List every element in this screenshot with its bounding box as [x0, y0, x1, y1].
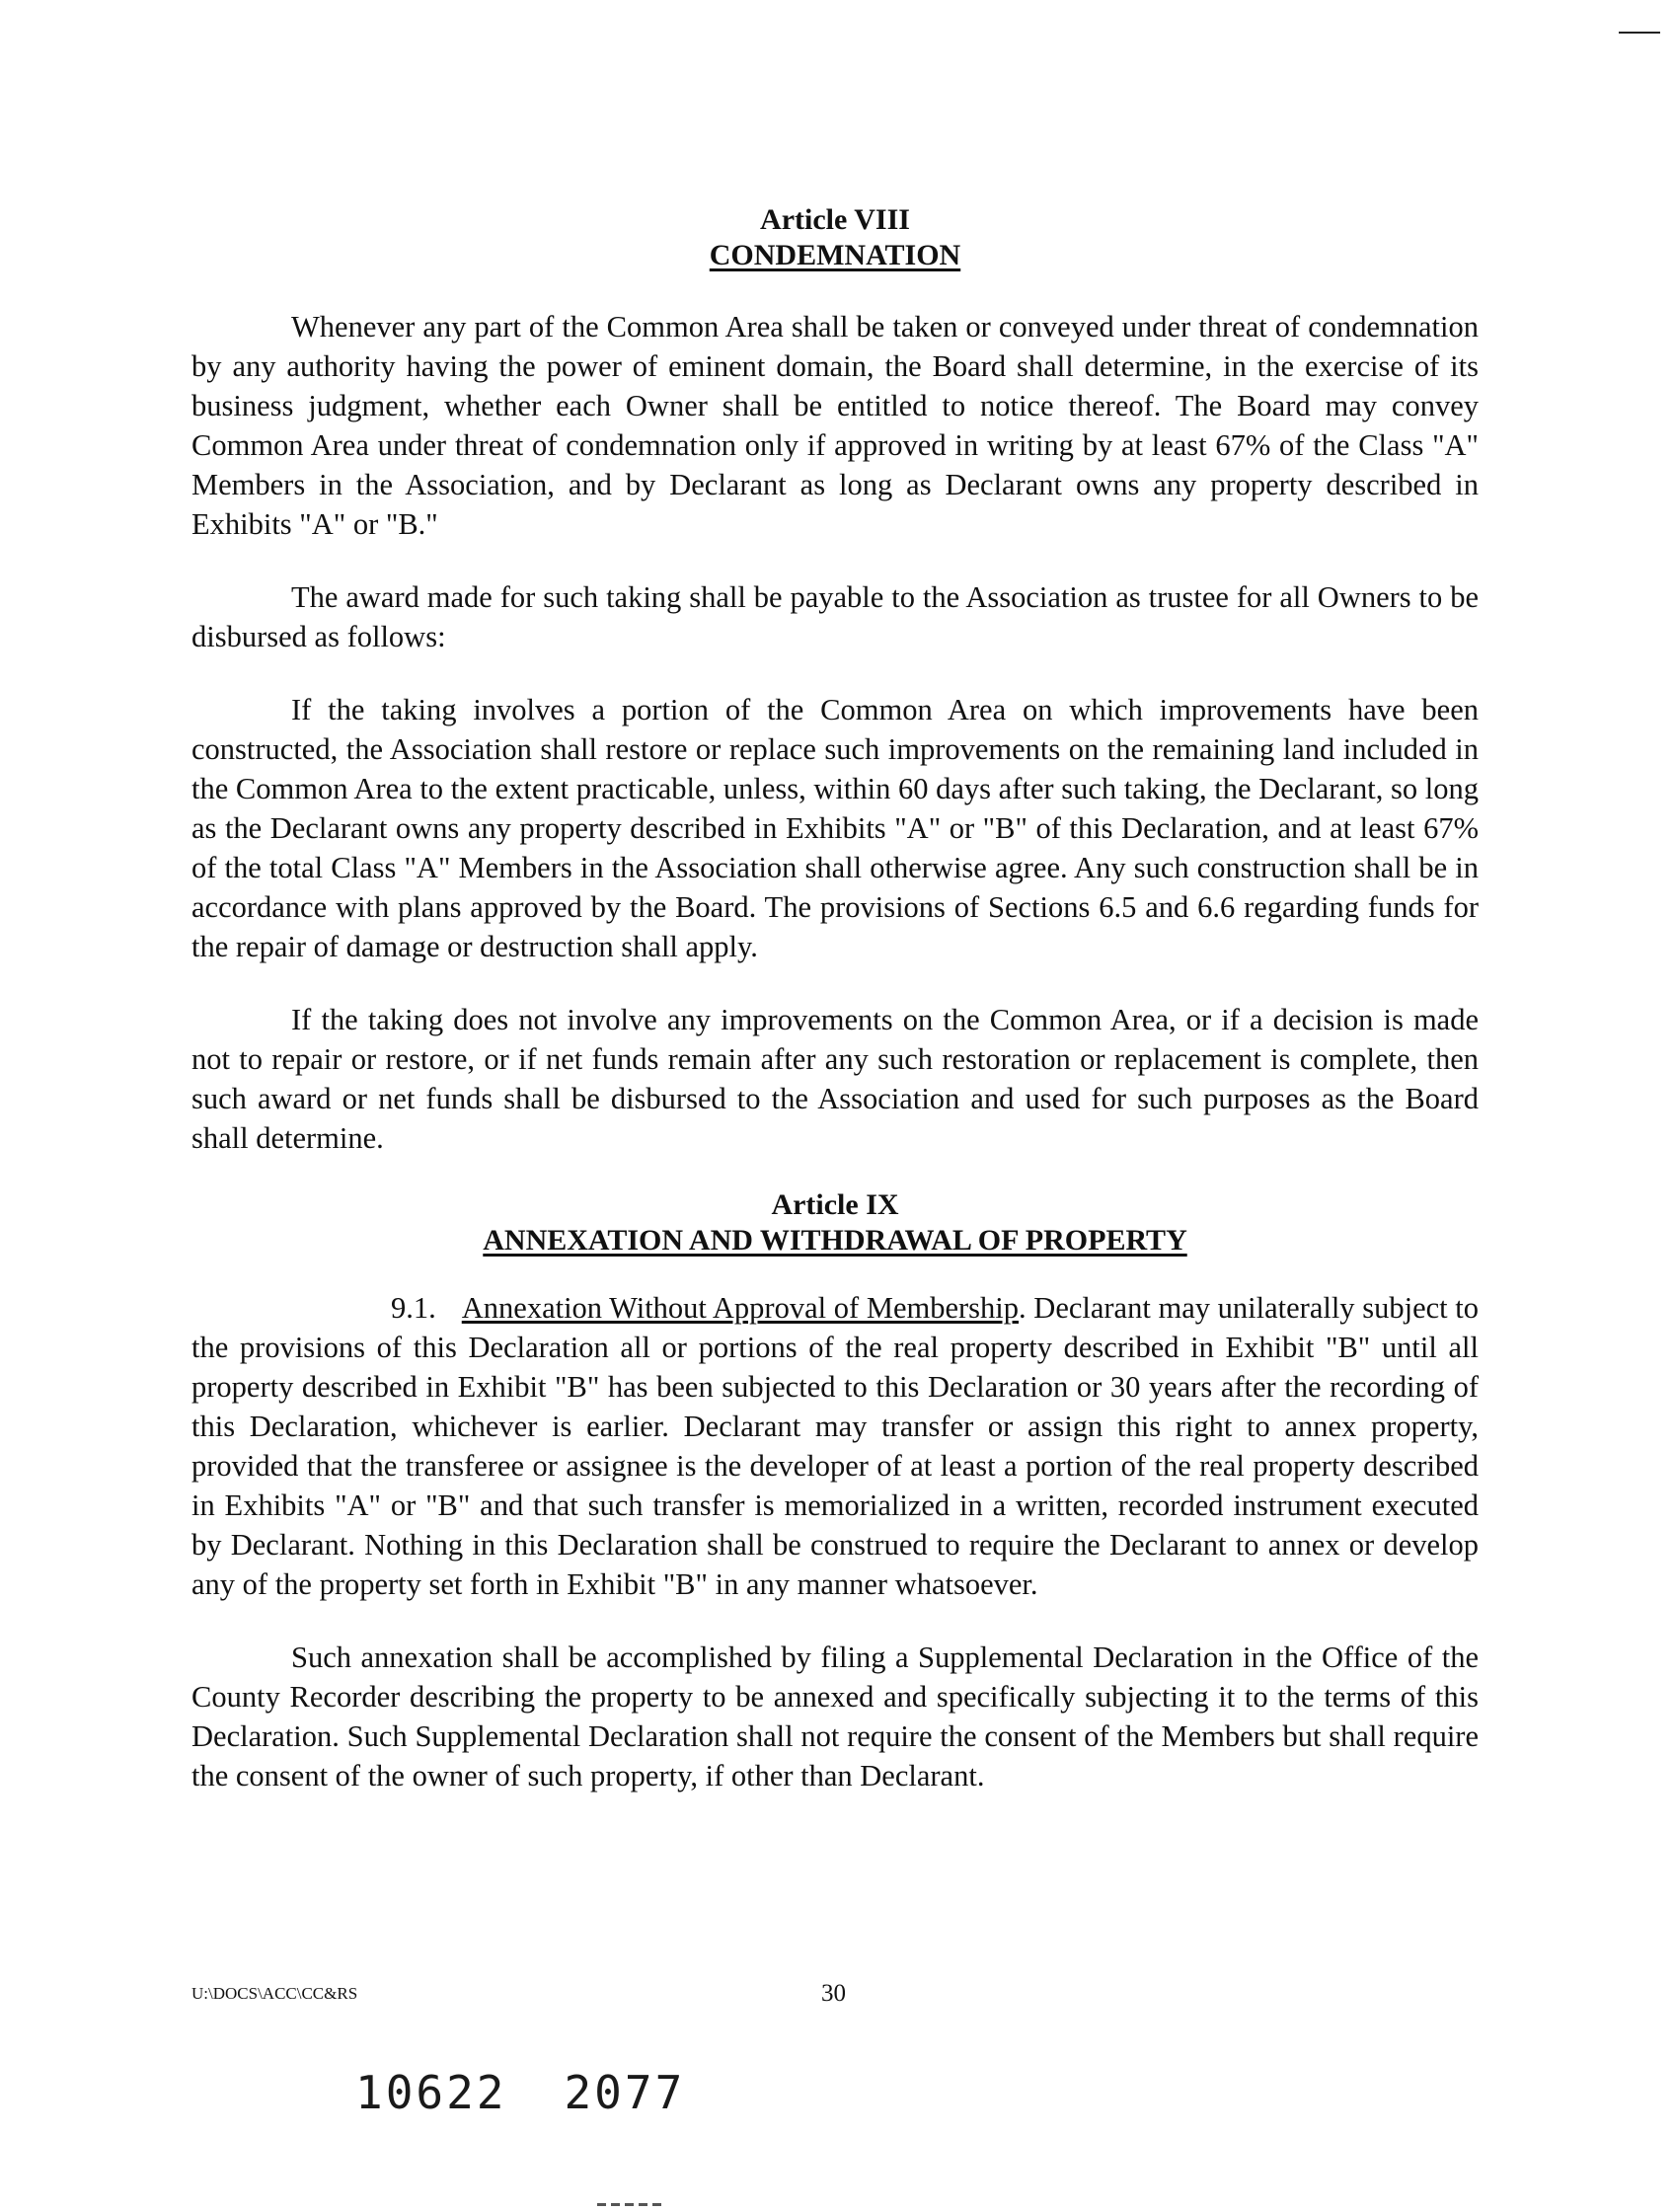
- section-9-1-title: Annexation Without Approval of Membership: [461, 1291, 1019, 1325]
- section-9-1-number: 9.1.: [391, 1291, 436, 1325]
- page-number: 30: [821, 1980, 846, 2007]
- page-footer: [191, 1980, 1479, 2010]
- corner-mark: [1619, 32, 1660, 34]
- article-8-heading: Article VIII: [760, 203, 910, 236]
- article-8-paragraph-4: If the taking does not involve any improvements on the Common Area, or if a decision is made not to repair or restore, or if net funds remain after any such restoration or replacement is complete, then such award or net funds shall be disbursed to the Association and used for such purposes as the Board shall determine.: [191, 1003, 1479, 1155]
- scan-artifact: [597, 2203, 666, 2206]
- article-8-paragraph-1: Whenever any part of the Common Area shall be taken or conveyed under threat of condemnation by any authority having the power of eminent domain, the Board shall determine, in the exercise of its business judgment, whether each Owner shall be entitled to notice thereof. The Board may convey Common Area under threat of condemnation only if approved in writing by at least 67% of the Class "A" Members in the Association, and by Declarant as long as Declarant owns any property described in Exhibits "A" or "B.": [191, 310, 1479, 541]
- stamp-page-number: 2077: [564, 2066, 686, 2119]
- section-9-1: [191, 1288, 1479, 1604]
- article-8-paragraph-2: The award made for such taking shall be payable to the Association as trustee for all Owners to be disbursed as follows:: [191, 580, 1479, 653]
- article-8-paragraph-3: If the taking involves a portion of the Common Area on which improvements have been constructed, the Association shall restore or replace such improvements on the remaining land included in the Common Area to the extent practicable, unless, within 60 days after such taking, the Declarant, so long as the Declarant owns any property described in Exhibits "A" or "B" of this Declaration, and at least 67% of the total Class "A" Members in the Association shall otherwise agree. Any such construction shall be in accordance with plans approved by the Board. The provisions of Sections 6.5 and 6.6 regarding funds for the repair of damage or destruction shall apply.: [191, 693, 1479, 963]
- article-9-subtitle: ANNEXATION AND WITHDRAWAL OF PROPERTY: [483, 1224, 1187, 1257]
- document-page: [191, 202, 1479, 1795]
- footer-file-path: U:\DOCS\ACC\CC&RS: [191, 1984, 358, 2003]
- stamp-book-number: 10622: [355, 2066, 507, 2119]
- article-8-subtitle: CONDEMNATION: [709, 239, 961, 271]
- recording-stamp: [355, 2066, 685, 2119]
- article-9-heading: Article IX: [771, 1188, 899, 1221]
- annexation-paragraph: Such annexation shall be accomplished by filing a Supplemental Declaration in the Office of the County Recorder describing the property to be annexed and specifically subjecting it to the terms of this Declaration. Such Supplemental Declaration shall not require the consent of the Members but shall require the consent of the owner of such property, if other than Declarant.: [191, 1640, 1479, 1792]
- section-9-1-body: . Declarant may unilaterally subject to the provisions of this Declaration all or portions of the real property described in Exhibit "B" until all property described in Exhibit "B" has been subjected to this Declaration or 30 years after the recording of this Declaration, whichever is earlier. Declarant may transfer or assign this right to annex property, provided that the transferee or assignee is the developer of at least a portion of the real property described in Exhibits "A" or "B" and that such transfer is memorialized in a written, recorded instrument executed by Declarant. Nothing in this Declaration shall be construed to require the Declarant to annex or develop any of the property set forth in Exhibit "B" in any manner whatsoever.: [191, 1291, 1480, 1601]
